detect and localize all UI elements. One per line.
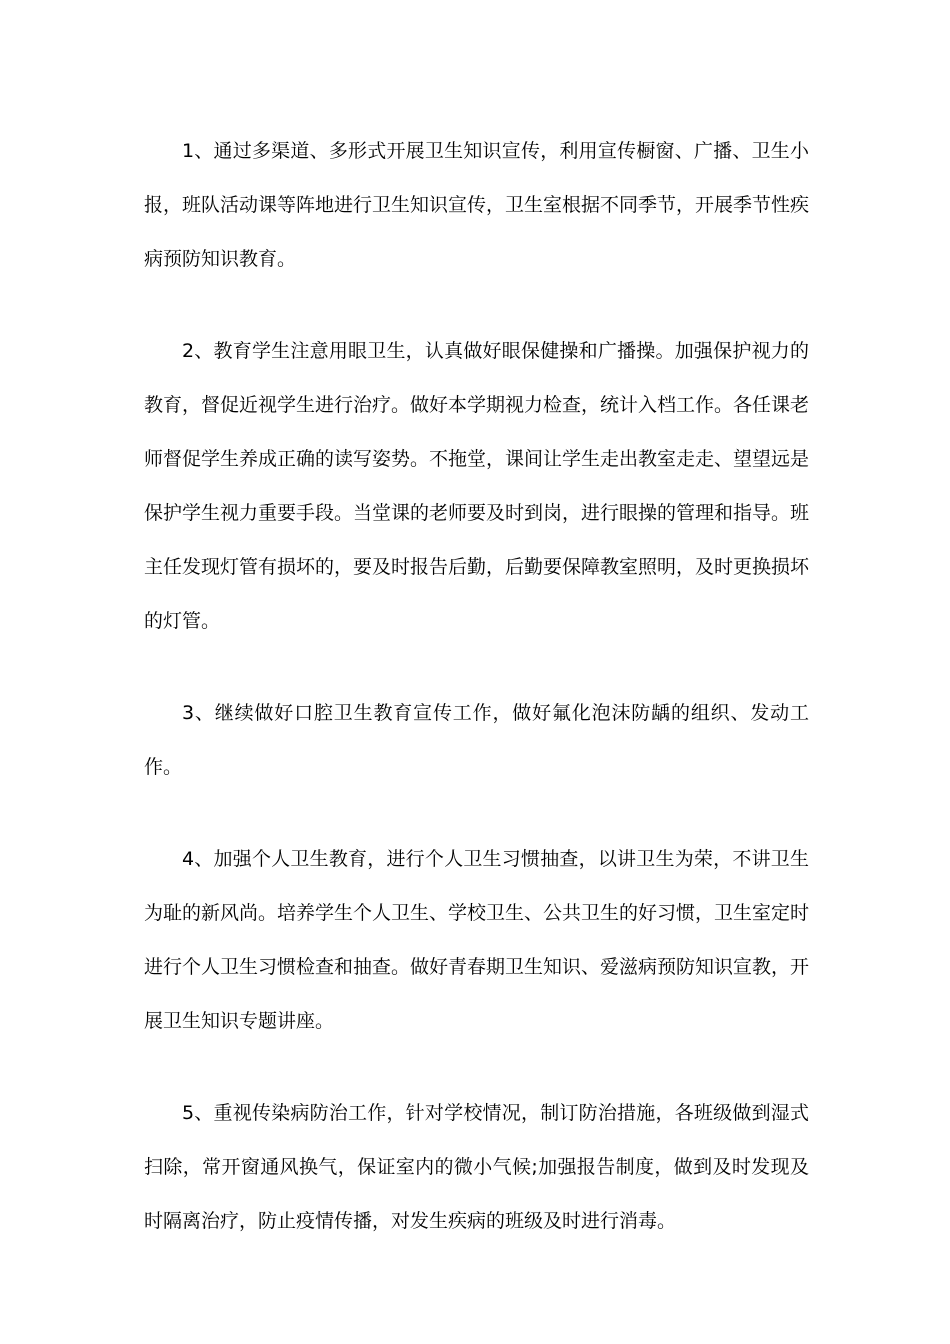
paragraph-4: 4、加强个人卫生教育，进行个人卫生习惯抽查，以讲卫生为荣，不讲卫生为耻的新风尚。培养学生个人卫生、学校卫生、公共卫生的好习惯，卫生室定时进行个人卫生习惯检查和抽查。做好青春期卫生知识、爱滋病预防知识宣教，开展卫生知识专题讲座。 [144,848,810,1032]
paragraph-2: 2、教育学生注意用眼卫生，认真做好眼保健操和广播操。加强保护视力的教育，督促近视学生进行治疗。做好本学期视力检查，统计入档工作。各任课老师督促学生养成正确的读写姿势。不拖堂，课间让学生走出教室走走、望望远是保护学生视力重要手段。当堂课的老师要及时到岗，进行眼操的管理和指导。班主任发现灯管有损坏的，要及时报告后勤，后勤要保障教室照明，及时更换损坏的灯管。 [144,340,810,632]
paragraph-5: 5、重视传染病防治工作，针对学校情况，制订防治措施，各班级做到湿式扫除，常开窗通风换气，保证室内的微小气候;加强报告制度，做到及时发现及时隔离治疗，防止疫情传播，对发生疾病的班级及时进行消毒。 [144,1102,809,1232]
document-body [144,124,809,1286]
paragraph-3: 3、继续做好口腔卫生教育宣传工作，做好氟化泡沫防龋的组织、发动工作。 [144,702,809,778]
paragraph-1: 1、通过多渠道、多形式开展卫生知识宣传，利用宣传橱窗、广播、卫生小报，班队活动课等阵地进行卫生知识宣传，卫生室根据不同季节，开展季节性疾病预防知识教育。 [144,140,810,270]
